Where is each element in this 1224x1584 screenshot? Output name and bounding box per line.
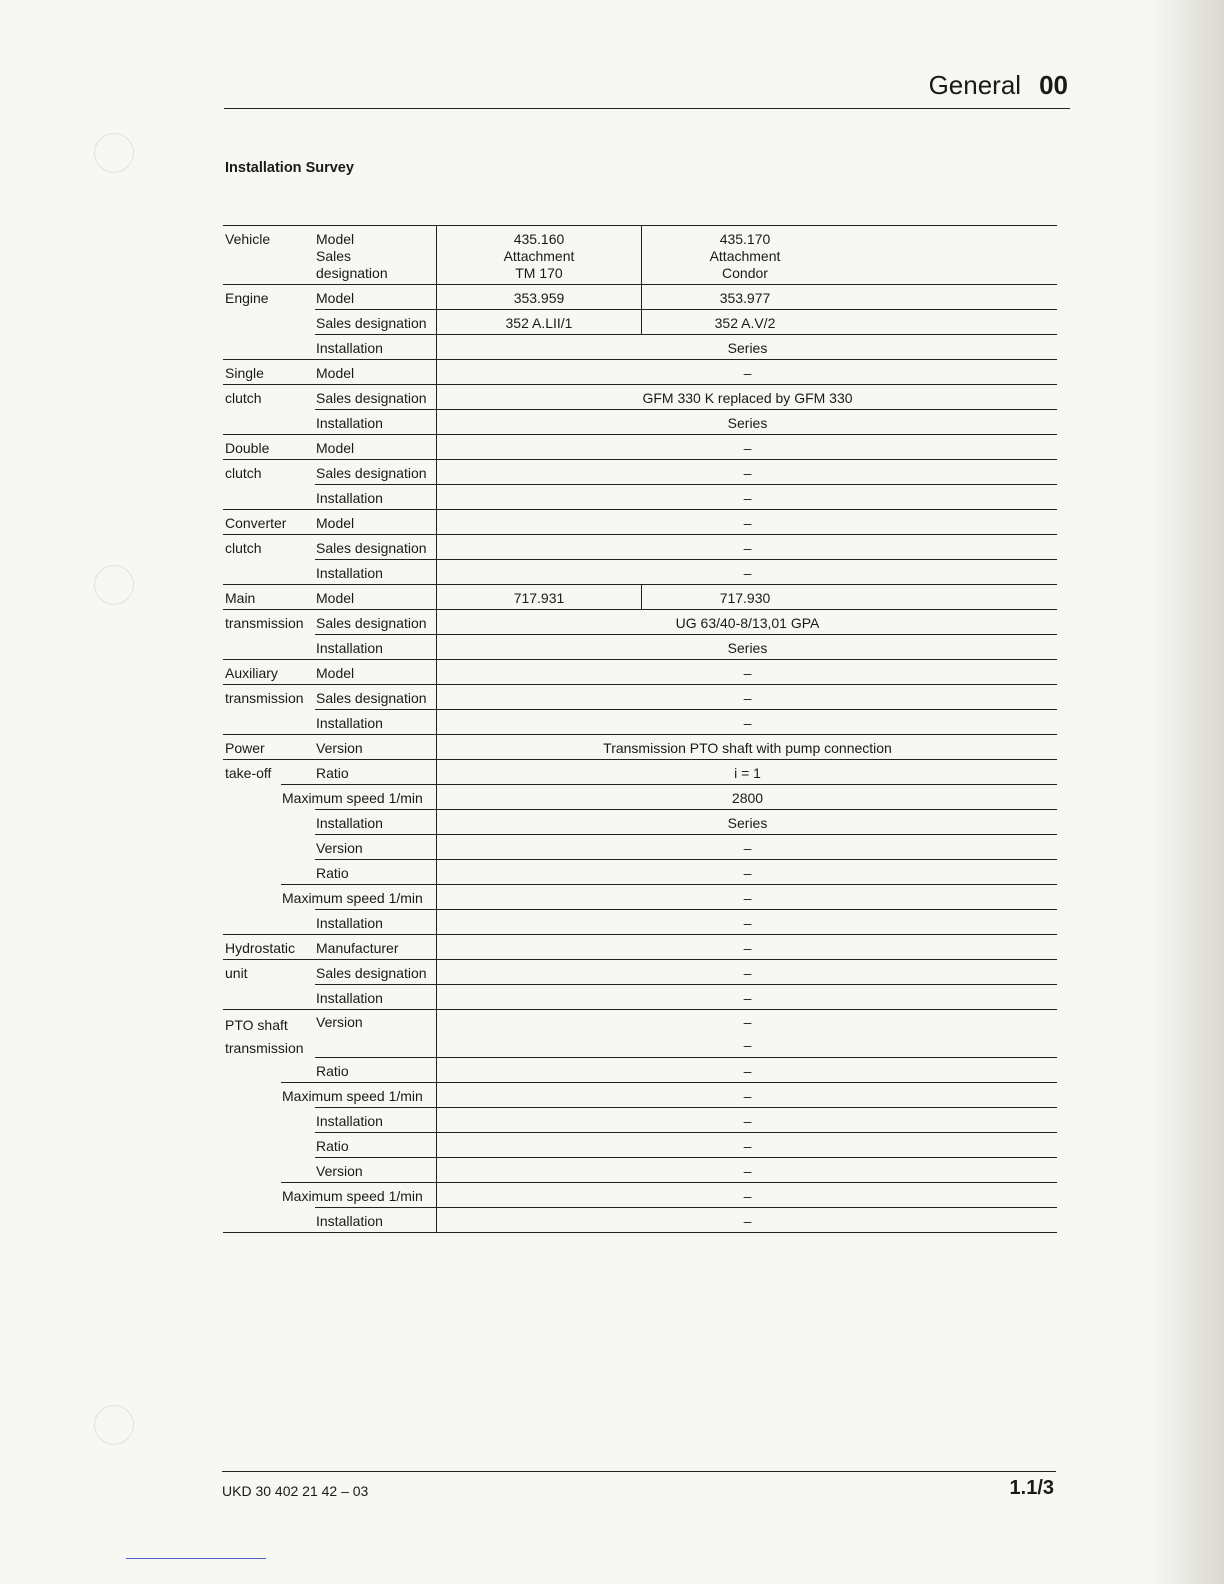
row-label: Model [316, 514, 355, 531]
table-row [223, 910, 1057, 935]
group-line: transmission [225, 1040, 304, 1056]
table-row [223, 710, 1057, 735]
section-name: General [928, 70, 1022, 100]
punch-hole [94, 133, 134, 173]
row-group-label [225, 835, 313, 860]
row-label: Installation [316, 564, 383, 581]
table-row [223, 985, 1057, 1010]
row-label: Installation [316, 489, 383, 506]
document-title: Installation Survey [225, 160, 354, 176]
row-group-label [225, 635, 313, 660]
row-label: Sales designation [316, 464, 427, 481]
row-group-label: clutch [225, 539, 262, 556]
value-cell: – [436, 510, 1058, 535]
value-cell: – [436, 935, 1058, 960]
value-cell: – [436, 1108, 1058, 1133]
row-group-label [225, 810, 313, 835]
row-label: Version [316, 739, 363, 756]
row-label: Ratio [316, 864, 349, 881]
row-label: Version [316, 1162, 363, 1179]
value-cell: – [436, 485, 1058, 510]
value-cell-col1: 717.931 [436, 585, 641, 610]
value-line: Attachment [503, 248, 575, 264]
row-group-label [225, 1058, 313, 1083]
value-cell [436, 1010, 1058, 1058]
value-line: Condor [722, 265, 768, 281]
value-cell: – [436, 360, 1058, 385]
table-row [223, 1058, 1057, 1083]
row-group-label: Main [225, 589, 256, 606]
value-cell: – [436, 535, 1058, 560]
table-row [223, 1208, 1057, 1233]
value-cell: – [436, 660, 1058, 685]
row-label: Installation [316, 1112, 383, 1129]
row-group-label: Double [225, 439, 270, 456]
header-rule [224, 108, 1070, 109]
value-line: – [743, 1014, 752, 1030]
row-label: Model [316, 364, 355, 381]
row-group-label [225, 860, 313, 885]
row-group-label: Power [225, 739, 265, 756]
value-line: 435.160 [513, 231, 565, 247]
row-group-label [225, 710, 313, 735]
table-row [223, 885, 1057, 910]
table-row [223, 510, 1057, 535]
value-cell: – [436, 435, 1058, 460]
row-label: Sales designation [316, 314, 427, 331]
row-label: Model [316, 589, 355, 606]
row-label: Sales designation [316, 689, 427, 706]
table-row [223, 660, 1057, 685]
table-row [223, 535, 1057, 560]
section-header [929, 70, 1068, 101]
value-cell: – [436, 910, 1058, 935]
label-line: Model [316, 231, 355, 247]
document-code: UKD 30 402 21 42 – 03 [222, 1483, 369, 1499]
row-group-label [225, 910, 313, 935]
row-label: Maximum speed 1/min [282, 889, 423, 906]
row-group-label [225, 310, 313, 335]
row-label: Version [316, 1014, 363, 1030]
label-line: Sales [316, 248, 352, 264]
table-row [223, 1133, 1057, 1158]
row-group-label: Hydrostatic [225, 939, 296, 956]
label-line: designation [316, 265, 388, 281]
table-row [223, 685, 1057, 710]
row-rule [223, 1232, 1057, 1233]
value-cell: Transmission PTO shaft with pump connection [436, 735, 1058, 760]
table-row [223, 385, 1057, 410]
group-line: PTO shaft [225, 1017, 288, 1033]
row-label: Installation [316, 414, 383, 431]
value-line: 435.170 [719, 231, 771, 247]
row-label: Installation [316, 714, 383, 731]
row-group-label: Converter [225, 514, 287, 531]
row-label: Ratio [316, 1137, 349, 1154]
row-label: Installation [316, 914, 383, 931]
row-group-label: transmission [225, 614, 304, 631]
punch-hole [94, 565, 134, 605]
row-group-label [225, 985, 313, 1010]
value-cell: UG 63/40-8/13,01 GPA [436, 610, 1058, 635]
value-line: TM 170 [515, 265, 563, 281]
value-cell-col1: 353.959 [436, 285, 641, 310]
value-cell: – [436, 960, 1058, 985]
value-line: Attachment [709, 248, 781, 264]
row-label: Maximum speed 1/min [282, 1087, 423, 1104]
value-cell: – [436, 560, 1058, 585]
row-group-label: clutch [225, 389, 262, 406]
table-row [223, 585, 1057, 610]
row-label: Installation [316, 639, 383, 656]
value-line: – [743, 1037, 752, 1053]
value-cell: – [436, 885, 1058, 910]
row-group-label [225, 1208, 313, 1233]
row-group-label: transmission [225, 689, 304, 706]
row-label: Sales designation [316, 389, 427, 406]
row-label: Sales designation [316, 614, 427, 631]
row-label: Version [316, 839, 363, 856]
table-row-vehicle [223, 226, 1057, 285]
value-cell: – [436, 685, 1058, 710]
table-row [223, 485, 1057, 510]
scan-artifact-line [126, 1558, 266, 1559]
table-row [223, 785, 1057, 810]
value-cell: – [436, 1158, 1058, 1183]
row-group-label [225, 335, 313, 360]
table-row [223, 460, 1057, 485]
table-row [223, 1158, 1057, 1183]
value-cell: – [436, 835, 1058, 860]
row-label: Maximum speed 1/min [282, 789, 423, 806]
row-label [316, 226, 434, 285]
row-group-label [225, 410, 313, 435]
row-group-label [225, 1010, 313, 1058]
value-cell-col1 [436, 226, 641, 285]
table-row [223, 335, 1057, 360]
value-cell: Series [436, 410, 1058, 435]
row-label: Ratio [316, 1062, 349, 1079]
row-label: Installation [316, 989, 383, 1006]
row-label: Sales designation [316, 539, 427, 556]
row-label: Sales designation [316, 964, 427, 981]
table-row [223, 1183, 1057, 1208]
table-row [223, 1083, 1057, 1108]
value-cell: – [436, 460, 1058, 485]
row-group-label: Single [225, 364, 264, 381]
value-cell: – [436, 1183, 1058, 1208]
value-cell-col2: 352 A.V/2 [641, 310, 848, 335]
value-cell: Series [436, 810, 1058, 835]
row-label: Installation [316, 339, 383, 356]
table-row [223, 610, 1057, 635]
page-number: 1.1/3 [1009, 1477, 1054, 1499]
value-cell: – [436, 1083, 1058, 1108]
footer-rule [222, 1471, 1056, 1472]
row-group-label [225, 485, 313, 510]
table-row [223, 810, 1057, 835]
value-cell: i = 1 [436, 760, 1058, 785]
table-row [223, 1010, 1057, 1058]
value-cell-col2: 717.930 [641, 585, 848, 610]
table-row [223, 285, 1057, 310]
value-cell: – [436, 985, 1058, 1010]
value-cell-col1: 352 A.LII/1 [436, 310, 641, 335]
value-cell: – [436, 1208, 1058, 1233]
table-row [223, 635, 1057, 660]
punch-hole [94, 1405, 134, 1445]
table-row [223, 835, 1057, 860]
table-row [223, 310, 1057, 335]
value-cell: 2800 [436, 785, 1058, 810]
row-group-label: clutch [225, 464, 262, 481]
value-cell: – [436, 860, 1058, 885]
section-number: 00 [1039, 70, 1068, 100]
page-edge-shadow [1150, 0, 1224, 1584]
row-label: Ratio [316, 764, 349, 781]
table-row [223, 935, 1057, 960]
value-cell: – [436, 1133, 1058, 1158]
row-label: Maximum speed 1/min [282, 1187, 423, 1204]
row-group-label [225, 1133, 313, 1158]
value-cell: GFM 330 K replaced by GFM 330 [436, 385, 1058, 410]
row-group-label: Vehicle [225, 231, 271, 247]
row-label: Model [316, 664, 355, 681]
row-label: Installation [316, 1212, 383, 1229]
table-row [223, 435, 1057, 460]
value-cell: – [436, 1058, 1058, 1083]
value-cell-col2 [641, 226, 848, 285]
value-cell: Series [436, 335, 1058, 360]
table-row [223, 410, 1057, 435]
row-group-label: unit [225, 964, 248, 981]
table-row [223, 360, 1057, 385]
row-label: Model [316, 289, 355, 306]
row-group-label: Auxiliary [225, 664, 278, 681]
value-cell: – [436, 710, 1058, 735]
row-group-label: Engine [225, 289, 269, 306]
row-label: Manufacturer [316, 939, 399, 956]
row-label: Installation [316, 814, 383, 831]
table-row [223, 960, 1057, 985]
row-label: Model [316, 439, 355, 456]
table-row [223, 760, 1057, 785]
row-group-label: take-off [225, 764, 272, 781]
row-group-label [225, 1108, 313, 1133]
value-cell-col2: 353.977 [641, 285, 848, 310]
row-group-label [225, 560, 313, 585]
row-group-label [225, 1158, 313, 1183]
value-cell: Series [436, 635, 1058, 660]
table-row [223, 1108, 1057, 1133]
table-row [223, 735, 1057, 760]
table-row [223, 560, 1057, 585]
table-row [223, 860, 1057, 885]
